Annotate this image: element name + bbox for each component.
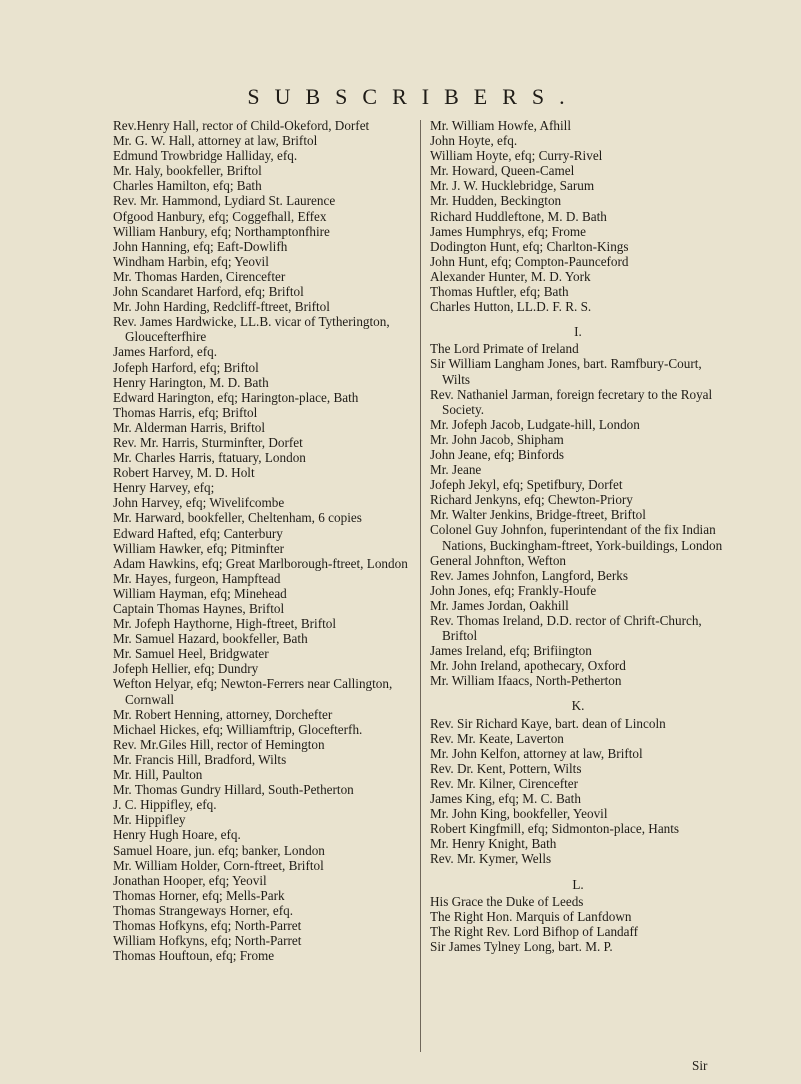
subscriber-entry: Rev. Nathaniel Jarman, foreign fecretary to the Royal Society. <box>430 386 713 417</box>
subscriber-entry: John Hoyte, efq. <box>430 133 518 149</box>
subscriber-entry: Rev. Mr. Hammond, Lydiard St. Laurence <box>113 193 336 209</box>
subscriber-entry: William Hanbury, efq; Northamptonfhire <box>113 223 330 239</box>
subscriber-entry: Rev. Mr. Harris, Sturminfter, Dorfet <box>113 434 303 450</box>
subscriber-entry: The Lord Primate of Ireland <box>430 341 579 357</box>
subscriber-entry: Charles Hamilton, efq; Bath <box>113 178 262 194</box>
column-divider <box>420 120 421 1052</box>
catchword: Sir <box>692 1058 708 1073</box>
subscriber-entry: Mr. John King, bookfeller, Yeovil <box>430 806 608 822</box>
subscriber-entry: Samuel Hoare, jun. efq; banker, London <box>113 842 325 858</box>
subscriber-entry: Alexander Hunter, M. D. York <box>430 268 591 284</box>
subscriber-entry: Mr. G. W. Hall, attorney at law, Briftol <box>113 133 318 149</box>
page-header: SUBSCRIBERS. <box>247 84 580 109</box>
subscriber-entry: Sir William Langham Jones, bart. Ramfbury-Court, Wilts <box>430 356 702 387</box>
subscriber-entry: Thomas Houftoun, efq; Frome <box>113 948 275 964</box>
subscriber-entry: Windham Harbin, efq; Yeovil <box>113 253 269 269</box>
subscriber-entry: John Scandaret Harford, efq; Briftol <box>113 284 304 300</box>
subscriber-entry: James Ireland, efq; Brifiington <box>430 643 592 659</box>
subscriber-entry: Rev. Mr. Kymer, Wells <box>430 851 552 867</box>
subscriber-entry: Rev. Mr. Kilner, Cirencefter <box>430 775 579 791</box>
subscriber-entry: Edward Hafted, efq; Canterbury <box>113 525 283 541</box>
subscriber-entry: Robert Harvey, M. D. Holt <box>113 465 255 481</box>
subscriber-entry: John Harvey, efq; Wivelifcombe <box>113 495 285 511</box>
subscriber-entry: The Right Rev. Lord Bifhop of Landaff <box>430 923 639 939</box>
subscriber-entry: Rev. Thomas Ireland, D.D. rector of Chrift-Church, Briftol <box>430 613 702 644</box>
subscriber-entry: William Hayman, efq; Minehead <box>113 585 287 601</box>
subscriber-entry: Charles Hutton, LL.D. F. R. S. <box>430 299 592 315</box>
subscriber-entry: Thomas Horner, efq; Mells-Park <box>113 887 285 903</box>
subscriber-entry: Mr. Henry Knight, Bath <box>430 836 557 852</box>
subscriber-entry: John Jones, efq; Frankly-Houfe <box>430 582 597 598</box>
section-letter: L. <box>572 876 584 892</box>
subscriber-entry: Rev. Dr. Kent, Pottern, Wilts <box>430 760 582 776</box>
subscriber-entry: Wefton Helyar, efq; Newton-Ferrers near Callington, Cornwall <box>113 676 393 707</box>
subscriber-entry: Colonel Guy Johnfon, fuperintendant of the fix Indian Nations, Buckingham-ftreet, York-buildings, London <box>430 522 723 553</box>
subscriber-entry: Mr. Jeane <box>430 462 482 478</box>
subscriber-entry: Jofeph Hellier, efq; Dundry <box>113 661 259 677</box>
subscriber-entry: The Right Hon. Marquis of Lanfdown <box>430 908 632 924</box>
subscriber-entry: Mr. James Jordan, Oakhill <box>430 597 569 613</box>
subscriber-entry: Mr. Robert Henning, attorney, Dorchefter <box>113 706 333 722</box>
subscriber-entry: Mr. John Jacob, Shipham <box>430 431 564 447</box>
subscriber-entry: Mr. Haly, bookfeller, Briftol <box>113 163 262 179</box>
subscriber-entry: Ofgood Hanbury, efq; Coggefhall, Effex <box>113 208 327 224</box>
subscriber-entry: Edward Harington, efq; Harington-place, Bath <box>113 389 359 405</box>
subscriber-entry: James Humphrys, efq; Frome <box>430 223 587 239</box>
subscriber-entry: Mr. Hudden, Beckington <box>430 193 562 209</box>
subscriber-entry: Rev. Sir Richard Kaye, bart. dean of Lincoln <box>430 715 666 731</box>
subscriber-entry: Mr. William Howfe, Afhill <box>430 118 571 133</box>
subscriber-entry: Dodington Hunt, efq; Charlton-Kings <box>430 238 629 254</box>
subscriber-entry: Mr. Hill, Paulton <box>113 767 203 783</box>
subscriber-entry: Thomas Hofkyns, efq; North-Parret <box>113 917 302 933</box>
subscriber-entry: Mr. Francis Hill, Bradford, Wilts <box>113 751 287 767</box>
section-letter: K. <box>571 698 585 714</box>
subscriber-entry: Henry Harvey, efq; <box>113 480 215 496</box>
subscriber-entry: Thomas Huftler, efq; Bath <box>430 284 569 300</box>
subscriber-entry: His Grace the Duke of Leeds <box>430 893 584 909</box>
subscriber-entry: Richard Jenkyns, efq; Chewton-Priory <box>430 492 633 508</box>
subscriber-entry: Jofeph Jekyl, efq; Spetifbury, Dorfet <box>430 477 623 493</box>
subscriber-entry: Mr. Walter Jenkins, Bridge-ftreet, Briftol <box>430 507 646 523</box>
subscriber-entry: Mr. Thomas Gundry Hillard, South-Petherton <box>113 782 354 798</box>
subscriber-entry: John Jeane, efq; Binfords <box>430 446 565 462</box>
subscriber-entry: Mr. Hippifley <box>113 812 186 828</box>
left-column <box>113 118 409 963</box>
subscriber-entry: Richard Huddleftone, M. D. Bath <box>430 208 607 224</box>
subscriber-entry: James King, efq; M. C. Bath <box>430 791 581 807</box>
subscriber-entry: Mr. Howard, Queen-Camel <box>430 163 575 179</box>
subscriber-entry: Mr. Charles Harris, ftatuary, London <box>113 450 306 466</box>
subscriber-entry: Adam Hawkins, efq; Great Marlborough-ftreet, London <box>113 555 408 571</box>
subscriber-entry: Mr. Samuel Hazard, bookfeller, Bath <box>113 631 308 647</box>
subscriber-entry: J. C. Hippifley, efq. <box>113 797 217 813</box>
subscriber-entry: Mr. William Ifaacs, North-Petherton <box>430 673 622 689</box>
subscriber-entry: Jofeph Harford, efq; Briftol <box>113 359 259 375</box>
subscriber-entry: Mr. Samuel Heel, Bridgwater <box>113 646 269 662</box>
subscriber-entry: Rev. Mr. Keate, Laverton <box>430 730 564 746</box>
subscriber-entry: Henry Harington, M. D. Bath <box>113 374 269 390</box>
subscriber-entry: Mr. William Holder, Corn-ftreet, Briftol <box>113 857 324 873</box>
subscriber-entry: Rev.Henry Hall, rector of Child-Okeford, Dorfet <box>113 118 370 133</box>
subscriber-entry: John Hanning, efq; Eaft-Dowlifh <box>113 238 288 254</box>
subscriber-entry: James Harford, efq. <box>113 344 217 360</box>
subscriber-entry: Sir James Tylney Long, bart. M. P. <box>430 938 613 954</box>
subscriber-entry: William Hoyte, efq; Curry-Rivel <box>430 148 603 164</box>
right-column <box>430 118 726 954</box>
subscriber-entry: Mr. Thomas Harden, Cirencefter <box>113 268 286 284</box>
subscriber-entry: Robert Kingfmill, efq; Sidmonton-place, Hants <box>430 821 680 837</box>
section-letter: I. <box>574 324 582 340</box>
subscriber-entry: Mr. Jofeph Jacob, Ludgate-hill, London <box>430 416 640 432</box>
subscriber-entry: Mr. John Kelfon, attorney at law, Briftol <box>430 745 643 761</box>
subscriber-entry: Henry Hugh Hoare, efq. <box>113 827 241 843</box>
subscriber-entry: Thomas Strangeways Horner, efq. <box>113 902 294 918</box>
subscriber-entry: Rev. James Hardwicke, LL.B. vicar of Tytherington, Gloucefterfhire <box>113 314 390 345</box>
subscriber-entry: Jonathan Hooper, efq; Yeovil <box>113 872 267 888</box>
subscriber-entry: Mr. Alderman Harris, Briftol <box>113 419 265 435</box>
subscriber-entry: Edmund Trowbridge Halliday, efq. <box>113 148 298 164</box>
subscriber-entry: Michael Hickes, efq; Williamftrip, Glocefterfh. <box>113 721 363 737</box>
subscriber-entry: General Johnfton, Wefton <box>430 552 567 568</box>
subscriber-entry: Rev. Mr.Giles Hill, rector of Hemington <box>113 736 325 752</box>
subscriber-entry: Mr. Harward, bookfeller, Cheltenham, 6 copies <box>113 510 362 526</box>
subscriber-entry: William Hofkyns, efq; North-Parret <box>113 933 302 949</box>
subscriber-entry: Captain Thomas Haynes, Briftol <box>113 601 285 616</box>
subscriber-entry: Thomas Harris, efq; Briftol <box>113 404 258 420</box>
subscriber-entry: Mr. John Harding, Redcliff-ftreet, Briftol <box>113 299 330 315</box>
subscriber-entry: Mr. J. W. Hucklebridge, Sarum <box>430 178 595 194</box>
subscriber-entry: Rev. James Johnfon, Langford, Berks <box>430 567 629 583</box>
subscriber-entry: William Hawker, efq; Pitminfter <box>113 540 285 556</box>
subscriber-entry: Mr. John Ireland, apothecary, Oxford <box>430 658 626 674</box>
subscriber-entry: Mr. Hayes, furgeon, Hampftead <box>113 570 281 586</box>
subscriber-entry: Mr. Jofeph Haythorne, High-ftreet, Briftol <box>113 616 337 632</box>
subscriber-entry: John Hunt, efq; Compton-Paunceford <box>430 253 629 269</box>
